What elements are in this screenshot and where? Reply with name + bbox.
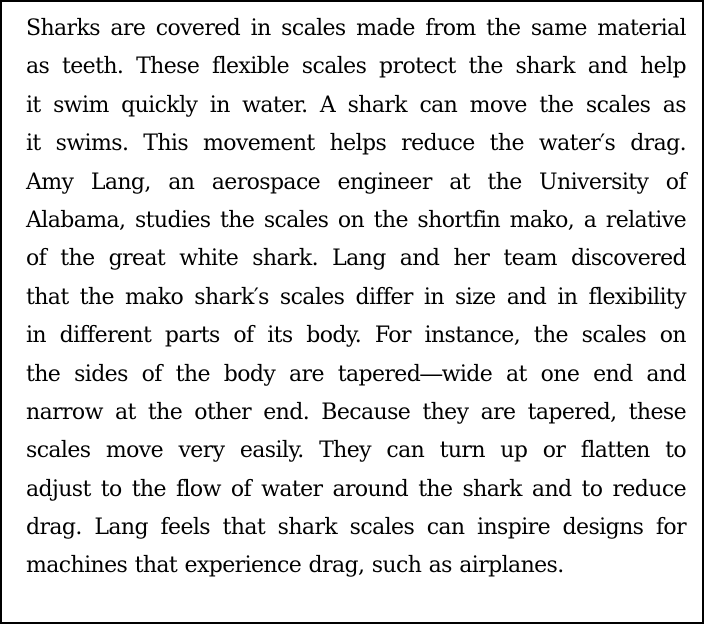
passage-line-3: it swim quickly in water. A shark can move the scales as xyxy=(26,92,686,118)
passage-line-11: narrow at the other end. Because they are tapered, these xyxy=(26,399,686,425)
passage-line-4: it swims. This movement helps reduce the water′s drag. xyxy=(26,131,686,157)
passage-line-9: in different parts of its body. For instance, the scales on xyxy=(26,323,686,349)
passage-line-6: Alabama, studies the scales on the shortfin mako, a relative xyxy=(26,207,686,233)
passage-line-15: machines that experience drag, such as airplanes. xyxy=(26,553,564,579)
passage-line-12: scales move very easily. They can turn up or flatten to xyxy=(26,438,686,464)
passage-line-8: that the mako shark′s scales differ in size and in flexibility xyxy=(26,284,686,310)
passage-line-2: as teeth. These flexible scales protect the shark and help xyxy=(26,54,686,80)
passage-line-5: Amy Lang, an aerospace engineer at the University of xyxy=(26,169,686,195)
passage-line-13: adjust to the flow of water around the shark and to reduce xyxy=(26,476,686,502)
passage-line-14: drag. Lang feels that shark scales can inspire designs for xyxy=(26,515,686,541)
passage-text xyxy=(26,10,686,586)
passage-line-1: Sharks are covered in scales made from the same material xyxy=(26,16,686,41)
passage-line-10: the sides of the body are tapered―wide at one end and xyxy=(26,361,686,387)
passage-line-7: of the great white shark. Lang and her team discovered xyxy=(26,246,686,272)
